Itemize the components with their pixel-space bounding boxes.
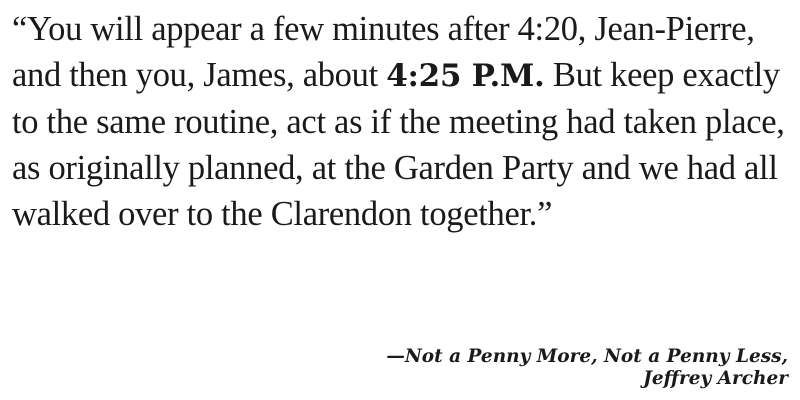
quote-text <box>12 6 792 237</box>
quote-body-end: But keep exactly to the same routine, act as if the meeting had taken place, as originally planned, at the Garden Party and we had all walked over to the Clarendon together. <box>12 56 785 233</box>
quote-close-mark: ” <box>537 195 553 233</box>
quote-attribution: —Not a Penny More, Not a Penny Less, Jeffrey Archer <box>386 346 788 389</box>
quote-open-mark: “ <box>12 10 28 48</box>
quote-highlight-time: 4:25 P.M. <box>386 58 545 94</box>
quote-body-start: You will appear a few minutes after 4:20, Jean-Pierre, and then you, James, about <box>12 10 755 94</box>
